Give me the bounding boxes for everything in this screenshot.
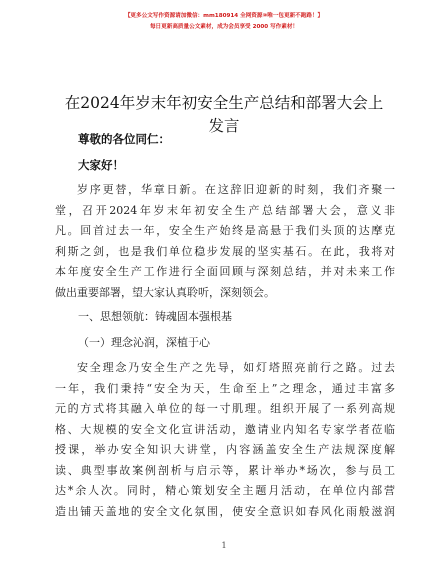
page-number: 1 [221,541,227,550]
intro-paragraph [55,180,395,303]
paragraph-line: 读、典型事故案例剖析与启示等，累计举办*场次，参与员工 [55,463,395,477]
section-heading: 一、思想领航：铸魂固本强根基 [78,310,232,323]
paragraph-line: 凡。回首过去一年，安全生产始终是高悬于我们头顶的达摩克 [55,224,395,237]
paragraph-line: 一年，我们秉持“安全为天，生命至上”之理念，通过丰富多 [55,381,395,395]
paragraph-line: 授课，举办安全知识大讲堂，内容涵盖安全生产法规深度解 [55,443,395,456]
subsection-heading: （一）理念沁润，深植于心 [78,336,210,349]
promo-line-2: 每日更新高质量公文素材，成为会员享受 2000 写作素材！ [149,24,299,30]
paragraph-line: 格、大规模的安全文化宣讲活动，邀请业内知名专家学者莅临 [55,422,395,436]
title-line-2: 发言 [208,117,240,135]
paragraph-line: 元的方式将其融入单位的每一寸肌理。组织开展了一系列高规 [55,402,395,415]
paragraph-line: 造出铺天盖地的安全文化氛围，使安全意识如春风化雨般滋润 [55,504,395,518]
salutation: 尊敬的各位同仁： [78,132,170,146]
paragraph-line: 达*余人次。同时，精心策划安全主题月活动，在单位内部营 [55,484,395,497]
promo-banner [0,11,448,33]
promo-line-1: 【更多公文写作资源请加微信：mm180914 全网资源⑩唯一包更新不跑路！】 [124,13,324,19]
paragraph-line: 利斯之剑，也是我们单位稳步发展的坚实基石。在此，我将对 [55,244,395,258]
paragraph-line: 岁序更替，华章日新。在这辞旧迎新的时刻，我们齐聚一 [77,183,395,196]
title-line-1: 在2024年岁末年初安全生产总结和部署大会上 [64,94,384,112]
greeting: 大家好！ [78,158,124,172]
paragraph-line: 本年度安全生产工作进行全面回顾与深刻总结，并对未来工作 [55,265,395,278]
paragraph-line: 堂，召开2024年岁末年初安全生产总结部署大会，意义非 [55,203,395,217]
paragraph-line: 安全理念乃安全生产之先导，如灯塔照亮前行之路。过去 [77,361,395,374]
body-paragraph [55,358,395,522]
paragraph-line: 做出重要部署，望大家认真聆听，深刻领会。 [55,285,275,299]
